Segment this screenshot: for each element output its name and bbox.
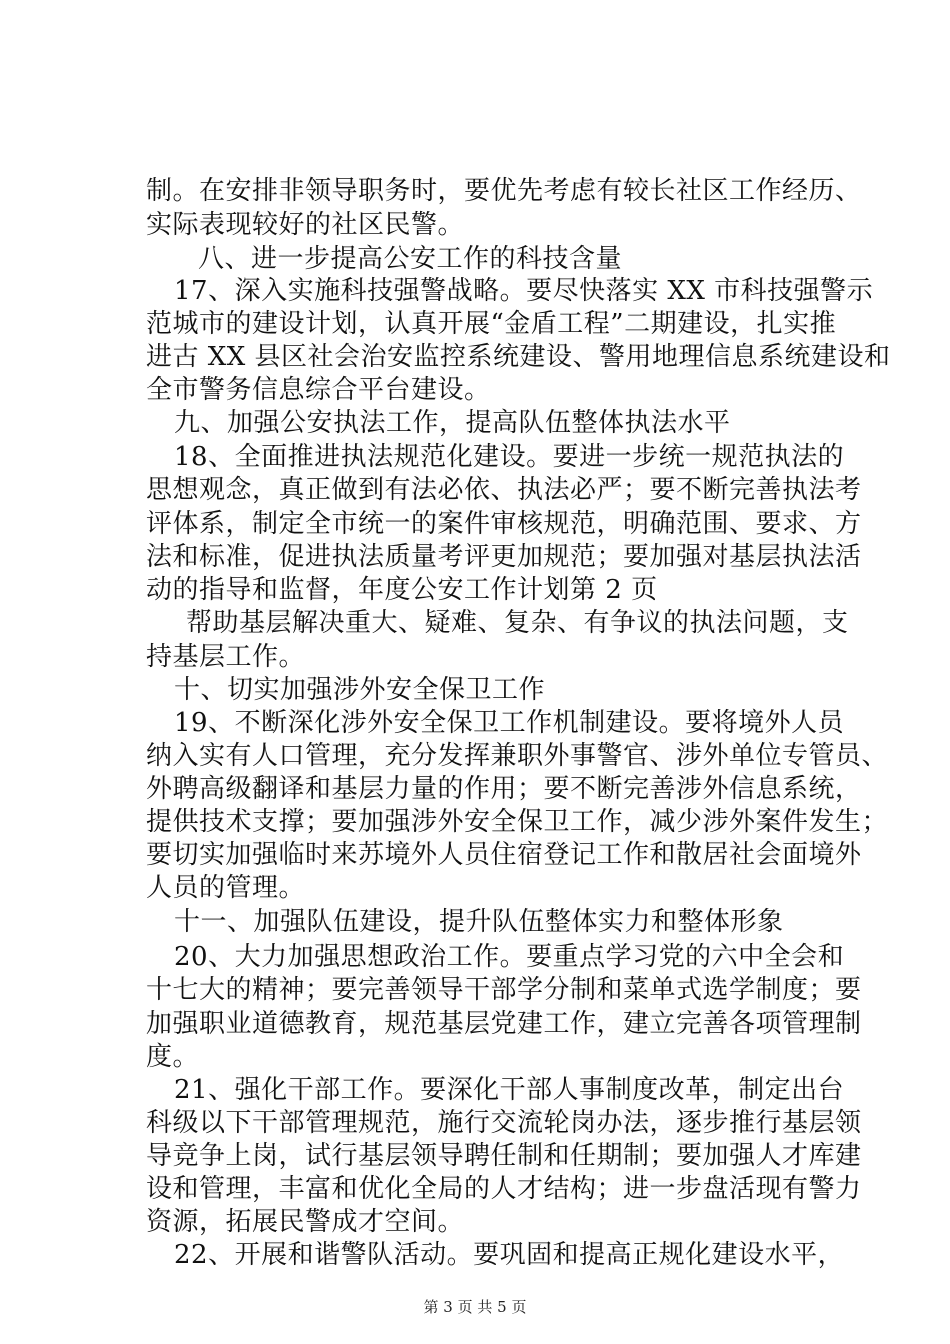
text-line: 22、开展和谐警队活动。要巩固和提高正规化建设水平， bbox=[174, 1240, 845, 1270]
text-line: 加强职业道德教育，规范基层党建工作，建立完善各项管理制 bbox=[146, 1009, 862, 1039]
section-heading: 九、加强公安执法工作，提高队伍整体执法水平 bbox=[174, 408, 731, 438]
text-line: 法和标准，促进执法质量考评更加规范；要加强对基层执法活 bbox=[146, 542, 862, 572]
text-line: 17、深入实施科技强警战略。要尽快落实 XX 市科技强警示 bbox=[174, 276, 874, 306]
section-heading: 八、进一步提高公安工作的科技含量 bbox=[198, 244, 623, 274]
text-line: 持基层工作。 bbox=[146, 642, 306, 672]
text-line: 要切实加强临时来苏境外人员住宿登记工作和散居社会面境外 bbox=[146, 840, 862, 870]
text-line: 20、大力加强思想政治工作。要重点学习党的六中全会和 bbox=[174, 942, 845, 972]
text-line: 度。 bbox=[146, 1042, 200, 1072]
text-line: 制。在安排非领导职务时，要优先考虑有较长社区工作经历、 bbox=[146, 176, 862, 206]
text-line: 动的指导和监督，年度公安工作计划第 2 页 bbox=[146, 575, 658, 605]
section-heading: 十一、加强队伍建设，提升队伍整体实力和整体形象 bbox=[174, 907, 784, 937]
text-line: 18、全面推进执法规范化建设。要进一步统一规范执法的 bbox=[174, 442, 845, 472]
text-line: 资源，拓展民警成才空间。 bbox=[146, 1207, 465, 1237]
text-line: 全市警务信息综合平台建设。 bbox=[146, 375, 491, 405]
section-heading: 十、切实加强涉外安全保卫工作 bbox=[174, 675, 546, 705]
text-line: 外聘高级翻译和基层力量的作用；要不断完善涉外信息系统， bbox=[146, 774, 862, 804]
text-line: 人员的管理。 bbox=[146, 873, 306, 903]
text-line: 纳入实有人口管理，充分发挥兼职外事警官、涉外单位专管员、 bbox=[146, 741, 889, 771]
text-line: 范城市的建设计划，认真开展“金盾工程”二期建设，扎实推 bbox=[146, 309, 837, 339]
text-line: 设和管理，丰富和优化全局的人才结构；进一步盘活现有警力 bbox=[146, 1174, 862, 1204]
text-line: 提供技术支撑；要加强涉外安全保卫工作，减少涉外案件发生； bbox=[146, 807, 889, 837]
text-line: 21、强化干部工作。要深化干部人事制度改革，制定出台 bbox=[174, 1075, 845, 1105]
text-line: 帮助基层解决重大、疑难、复杂、有争议的执法问题，支 bbox=[186, 608, 849, 638]
text-line: 19、不断深化涉外安全保卫工作机制建设。要将境外人员 bbox=[174, 708, 845, 738]
text-line: 导竞争上岗，试行基层领导聘任制和任期制；要加强人才库建 bbox=[146, 1141, 862, 1171]
text-line: 思想观念，真正做到有法必依、执法必严；要不断完善执法考 bbox=[146, 475, 862, 505]
text-line: 科级以下干部管理规范，施行交流轮岗办法，逐步推行基层领 bbox=[146, 1108, 862, 1138]
text-line: 十七大的精神；要完善领导干部学分制和菜单式选学制度；要 bbox=[146, 975, 862, 1005]
text-line: 评体系，制定全市统一的案件审核规范，明确范围、要求、方 bbox=[146, 509, 862, 539]
page-number-footer: 第 3 页 共 5 页 bbox=[423, 1298, 527, 1316]
text-line: 实际表现较好的社区民警。 bbox=[146, 210, 465, 240]
text-line: 进古 XX 县区社会治安监控系统建设、警用地理信息系统建设和 bbox=[146, 342, 891, 372]
